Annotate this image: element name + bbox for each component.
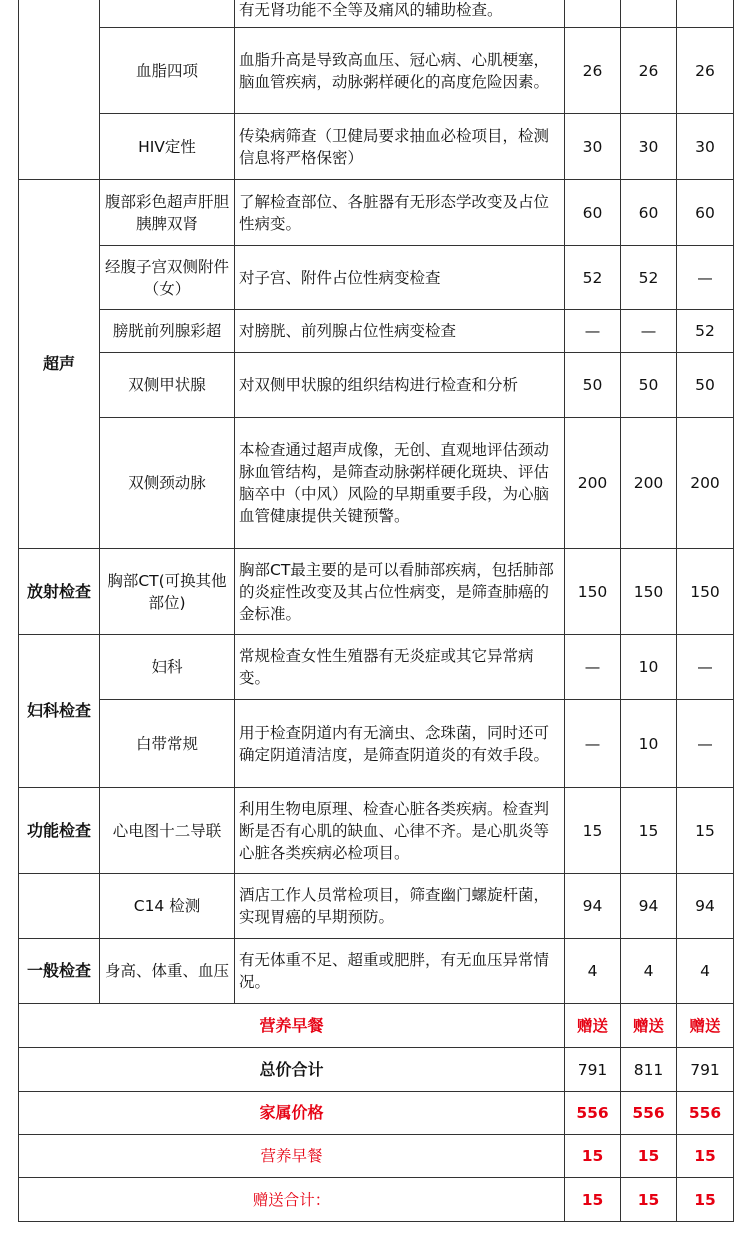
summary-row-total <box>19 1048 734 1092</box>
summary-value-2: 811 <box>621 1048 677 1092</box>
item-name: 身高、体重、血压 <box>100 939 235 1004</box>
price-2: 4 <box>621 939 677 1004</box>
exam-package-table <box>18 0 734 1222</box>
table-row <box>19 0 734 28</box>
item-description: 常规检查女性生殖器有无炎症或其它异常病变。 <box>235 635 565 700</box>
category-radiology: 放射检查 <box>19 549 100 635</box>
price-2: 10 <box>621 635 677 700</box>
summary-value-3: 15 <box>677 1135 734 1178</box>
price-3: 150 <box>677 549 734 635</box>
price-3: 200 <box>677 418 734 549</box>
summary-label: 赠送合计： <box>19 1178 565 1222</box>
item-description: 有无肾功能不全等及痛风的辅助检查。 <box>235 0 565 28</box>
price-1: — <box>565 700 621 788</box>
price-3: — <box>677 635 734 700</box>
table-row <box>19 635 734 700</box>
price-2: 150 <box>621 549 677 635</box>
price-1: 200 <box>565 418 621 549</box>
category-cell-empty <box>19 874 100 939</box>
price-2: — <box>621 310 677 353</box>
summary-value-1: 15 <box>565 1178 621 1222</box>
item-name: 经腹子宫双侧附件（女） <box>100 246 235 310</box>
category-cell-blood <box>19 0 100 180</box>
item-description: 了解检查部位、各脏器有无形态学改变及占位性病变。 <box>235 180 565 246</box>
item-name: 妇科 <box>100 635 235 700</box>
price-1: — <box>565 310 621 353</box>
price-3: — <box>677 700 734 788</box>
table-row <box>19 310 734 353</box>
summary-value-2: 15 <box>621 1135 677 1178</box>
table-row <box>19 874 734 939</box>
item-description: 酒店工作人员常检项目，筛查幽门螺旋杆菌，实现胃癌的早期预防。 <box>235 874 565 939</box>
summary-value-2: 556 <box>621 1092 677 1135</box>
price-3: 52 <box>677 310 734 353</box>
table-row <box>19 418 734 549</box>
category-ultrasound: 超声 <box>19 180 100 549</box>
item-name: C14 检测 <box>100 874 235 939</box>
price-1: 4 <box>565 939 621 1004</box>
item-description: 本检查通过超声成像，无创、直观地评估颈动脉血管结构，是筛查动脉粥样硬化斑块、评估脑卒中（中风）风险的早期重要手段，为心脑血管健康提供关键预警。 <box>235 418 565 549</box>
summary-value-1: 791 <box>565 1048 621 1092</box>
item-name: 胸部CT(可换其他部位) <box>100 549 235 635</box>
item-name: 膀胱前列腺彩超 <box>100 310 235 353</box>
price-2: 15 <box>621 788 677 874</box>
price-3: 50 <box>677 353 734 418</box>
summary-value-3: 15 <box>677 1178 734 1222</box>
item-description: 有无体重不足、超重或肥胖，有无血压异常情况。 <box>235 939 565 1004</box>
category-gynecology: 妇科检查 <box>19 635 100 788</box>
price-1 <box>565 0 621 28</box>
price-2: 60 <box>621 180 677 246</box>
item-name: 白带常规 <box>100 700 235 788</box>
price-1: 52 <box>565 246 621 310</box>
summary-label: 总价合计 <box>19 1048 565 1092</box>
summary-value-2: 赠送 <box>621 1004 677 1048</box>
item-name <box>100 0 235 28</box>
category-general: 一般检查 <box>19 939 100 1004</box>
item-description: 对膀胱、前列腺占位性病变检查 <box>235 310 565 353</box>
price-2 <box>621 0 677 28</box>
item-description: 血脂升高是导致高血压、冠心病、心肌梗塞，脑血管疾病，动脉粥样硬化的高度危险因素。 <box>235 28 565 114</box>
summary-row-family-price <box>19 1092 734 1135</box>
item-description: 传染病筛查（卫健局要求抽血必检项目，检测信息将严格保密） <box>235 114 565 180</box>
price-3: 4 <box>677 939 734 1004</box>
price-3 <box>677 0 734 28</box>
category-function: 功能检查 <box>19 788 100 874</box>
summary-value-1: 556 <box>565 1092 621 1135</box>
price-3: 30 <box>677 114 734 180</box>
table-row <box>19 114 734 180</box>
table-row <box>19 939 734 1004</box>
price-1: 26 <box>565 28 621 114</box>
summary-row-gift-total <box>19 1178 734 1222</box>
summary-value-2: 15 <box>621 1178 677 1222</box>
price-3: 15 <box>677 788 734 874</box>
table-row <box>19 28 734 114</box>
table-row <box>19 700 734 788</box>
price-2: 200 <box>621 418 677 549</box>
table-row <box>19 549 734 635</box>
table-row <box>19 180 734 246</box>
price-3: 60 <box>677 180 734 246</box>
price-3: — <box>677 246 734 310</box>
price-1: 94 <box>565 874 621 939</box>
item-name: 腹部彩色超声肝胆胰脾双肾 <box>100 180 235 246</box>
summary-label: 营养早餐 <box>19 1004 565 1048</box>
price-1: 150 <box>565 549 621 635</box>
price-3: 26 <box>677 28 734 114</box>
price-2: 94 <box>621 874 677 939</box>
price-2: 50 <box>621 353 677 418</box>
summary-value-3: 556 <box>677 1092 734 1135</box>
item-name: 双侧甲状腺 <box>100 353 235 418</box>
item-name: 心电图十二导联 <box>100 788 235 874</box>
table-row <box>19 788 734 874</box>
summary-row-breakfast <box>19 1004 734 1048</box>
item-description: 用于检查阴道内有无滴虫、念珠菌，同时还可确定阴道清洁度，是筛查阴道炎的有效手段。 <box>235 700 565 788</box>
summary-value-1: 15 <box>565 1135 621 1178</box>
price-1: 15 <box>565 788 621 874</box>
exam-table-wrapper <box>18 0 733 1222</box>
price-1: 30 <box>565 114 621 180</box>
table-row <box>19 353 734 418</box>
price-2: 30 <box>621 114 677 180</box>
item-description: 胸部CT最主要的是可以看肺部疾病，包括肺部的炎症性改变及其占位性病变，是筛查肺癌的金标准。 <box>235 549 565 635</box>
item-description: 对双侧甲状腺的组织结构进行检查和分析 <box>235 353 565 418</box>
item-name: HIV定性 <box>100 114 235 180</box>
price-2: 26 <box>621 28 677 114</box>
summary-label: 营养早餐 <box>19 1135 565 1178</box>
item-name: 双侧颈动脉 <box>100 418 235 549</box>
item-description: 对子宫、附件占位性病变检查 <box>235 246 565 310</box>
table-row <box>19 246 734 310</box>
summary-label: 家属价格 <box>19 1092 565 1135</box>
item-name: 血脂四项 <box>100 28 235 114</box>
price-1: — <box>565 635 621 700</box>
summary-value-3: 791 <box>677 1048 734 1092</box>
summary-row-breakfast-price <box>19 1135 734 1178</box>
price-1: 50 <box>565 353 621 418</box>
price-2: 10 <box>621 700 677 788</box>
item-description: 利用生物电原理、检查心脏各类疾病。检查判断是否有心肌的缺血、心律不齐。是心肌炎等心脏各类疾病必检项目。 <box>235 788 565 874</box>
price-1: 60 <box>565 180 621 246</box>
price-3: 94 <box>677 874 734 939</box>
price-2: 52 <box>621 246 677 310</box>
summary-value-3: 赠送 <box>677 1004 734 1048</box>
summary-value-1: 赠送 <box>565 1004 621 1048</box>
